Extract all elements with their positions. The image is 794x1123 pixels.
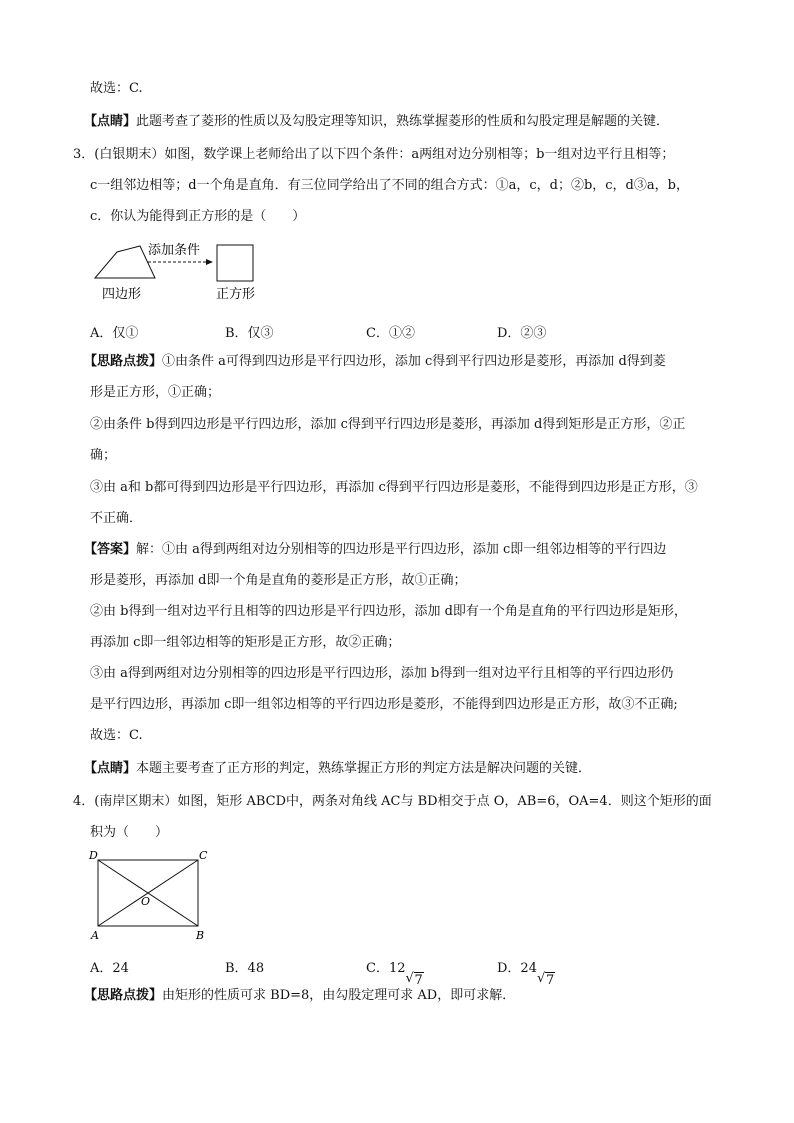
hint-text-1: ①由条件 a可得到四边形是平行四边形，添加 c得到平行四边形是菱形，再添加 d得到菱: [162, 354, 666, 369]
comment-text-2: 本题主要考查了正方形的判定，熟练掌握正方形的判定方法是解决问题的关键．: [136, 761, 592, 776]
option-a[interactable]: A．仅①: [90, 326, 139, 341]
question-4-line-1: 4．(南岸区期末）如图，矩形 ABCD中，两条对角线 AC与 BD相交于点 O，AB=6，OA=4．则这个矩形的面: [73, 794, 712, 809]
quadrilateral-to-square-figure: [90, 236, 270, 306]
add-condition-label: 添加条件: [148, 243, 201, 258]
option-c-prefix: C．12: [366, 961, 406, 976]
vertex-b: B: [196, 929, 205, 942]
square-shape: [217, 245, 253, 281]
answer-line-6: 是平行四边形，再添加 c即一组邻边相等的平行四边形是菱形，不能得到四边形是正方形，故③不正确;: [90, 697, 678, 712]
hint-line-2: 形是正方形，①正确；: [90, 385, 221, 400]
hint-line-6: 不正确．: [90, 511, 143, 526]
answer-line-4: 再添加 c即一组邻边相等的矩形是正方形，故②正确；: [90, 635, 401, 650]
answer-tag: 【答案】: [84, 542, 137, 557]
option-b[interactable]: B．仅③: [225, 326, 274, 341]
center-o: O: [141, 895, 151, 908]
answer-text-1: 解：①由 a得到两组对边分别相等的四边形是平行四边形，添加 c即一组邻边相等的平行四边: [136, 542, 667, 557]
option-d[interactable]: D．②③: [497, 326, 547, 341]
option-d[interactable]: [497, 957, 555, 988]
answer-line-5: ③由 a得到两组对边分别相等的四边形是平行四边形，添加 b得到一组对边平行且相等的平行四边形仍: [90, 666, 674, 681]
answer-line: 故选：C.: [90, 81, 143, 96]
vertex-c: C: [199, 849, 208, 862]
option-c-radicand: 7: [414, 973, 423, 988]
comment-paragraph-2: [84, 760, 591, 778]
option-d-radicand: 7: [545, 973, 555, 988]
hint-tag: 【思路点拨】: [84, 354, 163, 369]
quadrilateral-shape: [95, 246, 155, 278]
option-c[interactable]: [366, 957, 423, 988]
hint-line-1: [84, 353, 666, 371]
answer-paragraph-1: [84, 541, 666, 559]
comment-tag-2: 【点睛】: [84, 761, 137, 776]
hint-line-4: 确；: [90, 448, 117, 463]
comment-tag: 【点睛】: [84, 114, 137, 129]
answer-line-2: 形是菱形，再添加 d即一个角是直角的菱形是正方形，故①正确；: [90, 573, 467, 588]
hint-paragraph-4: [84, 987, 515, 1005]
rectangle-abcd-figure: [86, 846, 216, 946]
comment-paragraph: [84, 113, 669, 131]
option-d-prefix: D．24: [497, 961, 537, 976]
arrow-head: [206, 259, 213, 265]
answer-line-3: ②由 b得到一组对边平行且相等的四边形是平行四边形，添加 d即有一个角是直角的平行四边形是矩形，: [90, 604, 687, 619]
hint-line-3: ②由条件 b得到四边形是平行四边形，添加 c得到平行四边形是菱形，再添加 d得到矩形是正方形，②正: [90, 417, 686, 432]
hint-text-4: 由矩形的性质可求 BD=8，由勾股定理可求 AD，即可求解．: [162, 988, 516, 1003]
hint-tag-4: 【思路点拨】: [84, 988, 163, 1003]
question-3-line-3: c．你认为能得到正方形的是（ ）: [90, 209, 306, 224]
answer-choose-line: 故选：C.: [90, 728, 143, 743]
vertex-a: A: [91, 929, 99, 942]
square-label: 正方形: [216, 287, 256, 302]
option-c[interactable]: C．①②: [366, 326, 415, 341]
option-a[interactable]: A．24: [90, 961, 129, 976]
option-b[interactable]: B．48: [225, 961, 265, 976]
quadrilateral-label: 四边形: [102, 287, 142, 302]
hint-line-5: ③由 a和 b都可得到四边形是平行四边形，再添加 c得到平行四边形是菱形，不能得到四边形是正方形，③: [90, 480, 698, 495]
vertex-d: D: [89, 849, 98, 862]
question-3-line-2: c一组邻边相等；d一个角是直角．有三位同学给出了不同的组合方式：①a，c，d；②b，c，d③a，b，: [90, 178, 689, 193]
comment-text: 此题考查了菱形的性质以及勾股定理等知识，熟练掌握菱形的性质和勾股定理是解题的关键．: [136, 114, 670, 129]
question-4-line-2: 积为（ ）: [90, 825, 169, 840]
question-3-line-1: 3．(白银期末）如图，数学课上老师给出了以下四个条件：a两组对边分别相等；b一组对边平行且相等；: [73, 147, 675, 162]
